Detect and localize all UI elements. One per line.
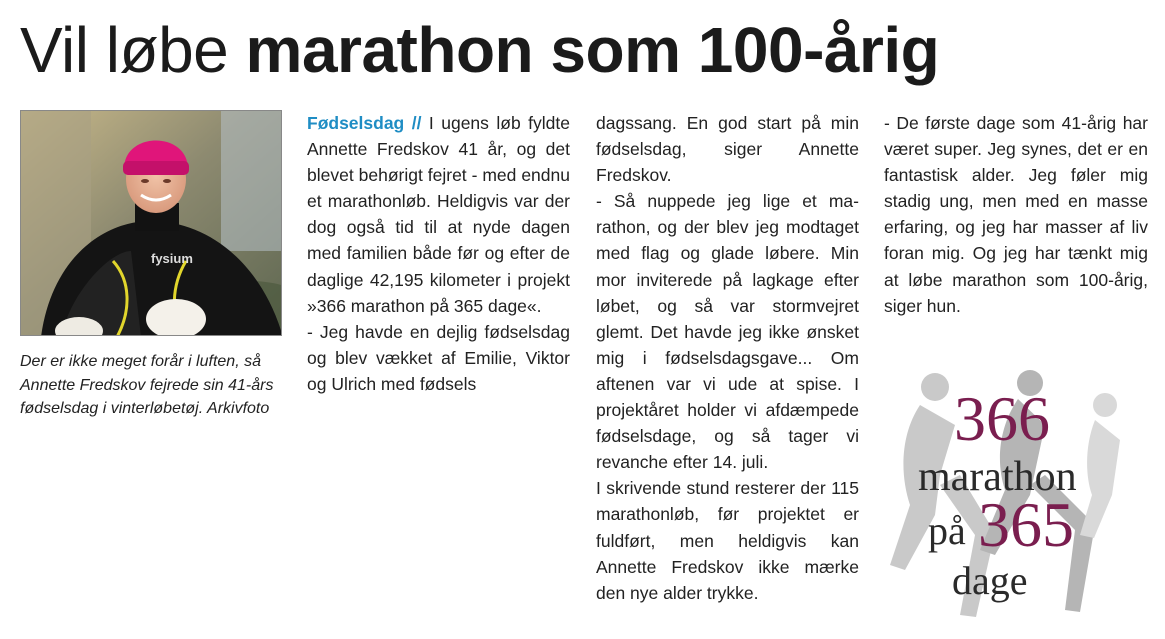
logo-word-marathon: marathon bbox=[918, 454, 1077, 500]
article-paragraph bbox=[307, 110, 570, 319]
article-paragraph: - Jeg havde en dejlig fødselsdag og blev vækket af Emilie, Viktor og Ulrich med fødsels bbox=[307, 321, 570, 394]
article-column-3 bbox=[884, 110, 1148, 319]
article-column-1 bbox=[307, 110, 570, 397]
headline-light: Vil løbe bbox=[20, 14, 246, 86]
article-paragraph: dagssang. En god start på min fødselsdag, siger Annette Fredskov. bbox=[596, 113, 859, 186]
logo-text bbox=[880, 365, 1145, 627]
paragraph-text: I ugens løb fyldte Annette Fredskov 41 år, og det blevet behørigt fejret - med endnu et marathonløb. Heldigvis var der dog også tid til at nyde dagen med familien både før og efter de daglige 42,195 kilometer i projekt »366 marathon på 365 dage«. bbox=[307, 113, 570, 316]
logo-word-dage: dage bbox=[952, 558, 1028, 603]
jacket-brand-text: fysium bbox=[151, 251, 193, 266]
article-kicker: Fødselsdag // bbox=[307, 113, 422, 133]
logo-word-pa: på bbox=[928, 508, 966, 553]
logo-number-366: 366 bbox=[954, 383, 1050, 454]
project-logo bbox=[880, 365, 1145, 627]
article-paragraph: I skrivende stund resterer der 115 marathonløb, før projektet er fuldført, men heldigvis kan Annette Fredskov ikke mærke den nye alder trykke. bbox=[596, 478, 859, 603]
photo-caption: Der er ikke meget forår i luften, så Annette Fredskov fejrede sin 41-års fødselsdag i vinterløbetøj. Arkivfoto bbox=[20, 353, 274, 417]
article-column-2 bbox=[596, 110, 859, 606]
logo-number-365: 365 bbox=[978, 489, 1074, 560]
headline-bold: marathon som 100-årig bbox=[245, 14, 940, 86]
runner-photo-illustration bbox=[21, 111, 282, 336]
article-paragraph: - Så nuppede jeg lige et marathon, og der blev jeg modtaget med flag og glade løbere. Min mor inviterede på lagkage efter løbet, og så var stormvejret glemt. Det havde jeg ikke ønsket mig i fødselsdagsgave... Om aftenen var vi ude at spise. I projektåret holder vi afdæmpede fødselsdage, og så tager vi revanche efter 14. juli. bbox=[596, 191, 859, 473]
headline bbox=[20, 10, 939, 90]
article-paragraph: - De første dage som 41-årig har været super. Jeg synes, det er en fantastisk alder. Jeg føler mig stadig ung, men med en masse erfaring, og jeg har masser af liv foran mig. Og jeg har tænkt mig at løbe marathon som 100-årig, siger hun. bbox=[884, 113, 1148, 316]
runner-photo bbox=[20, 110, 282, 336]
